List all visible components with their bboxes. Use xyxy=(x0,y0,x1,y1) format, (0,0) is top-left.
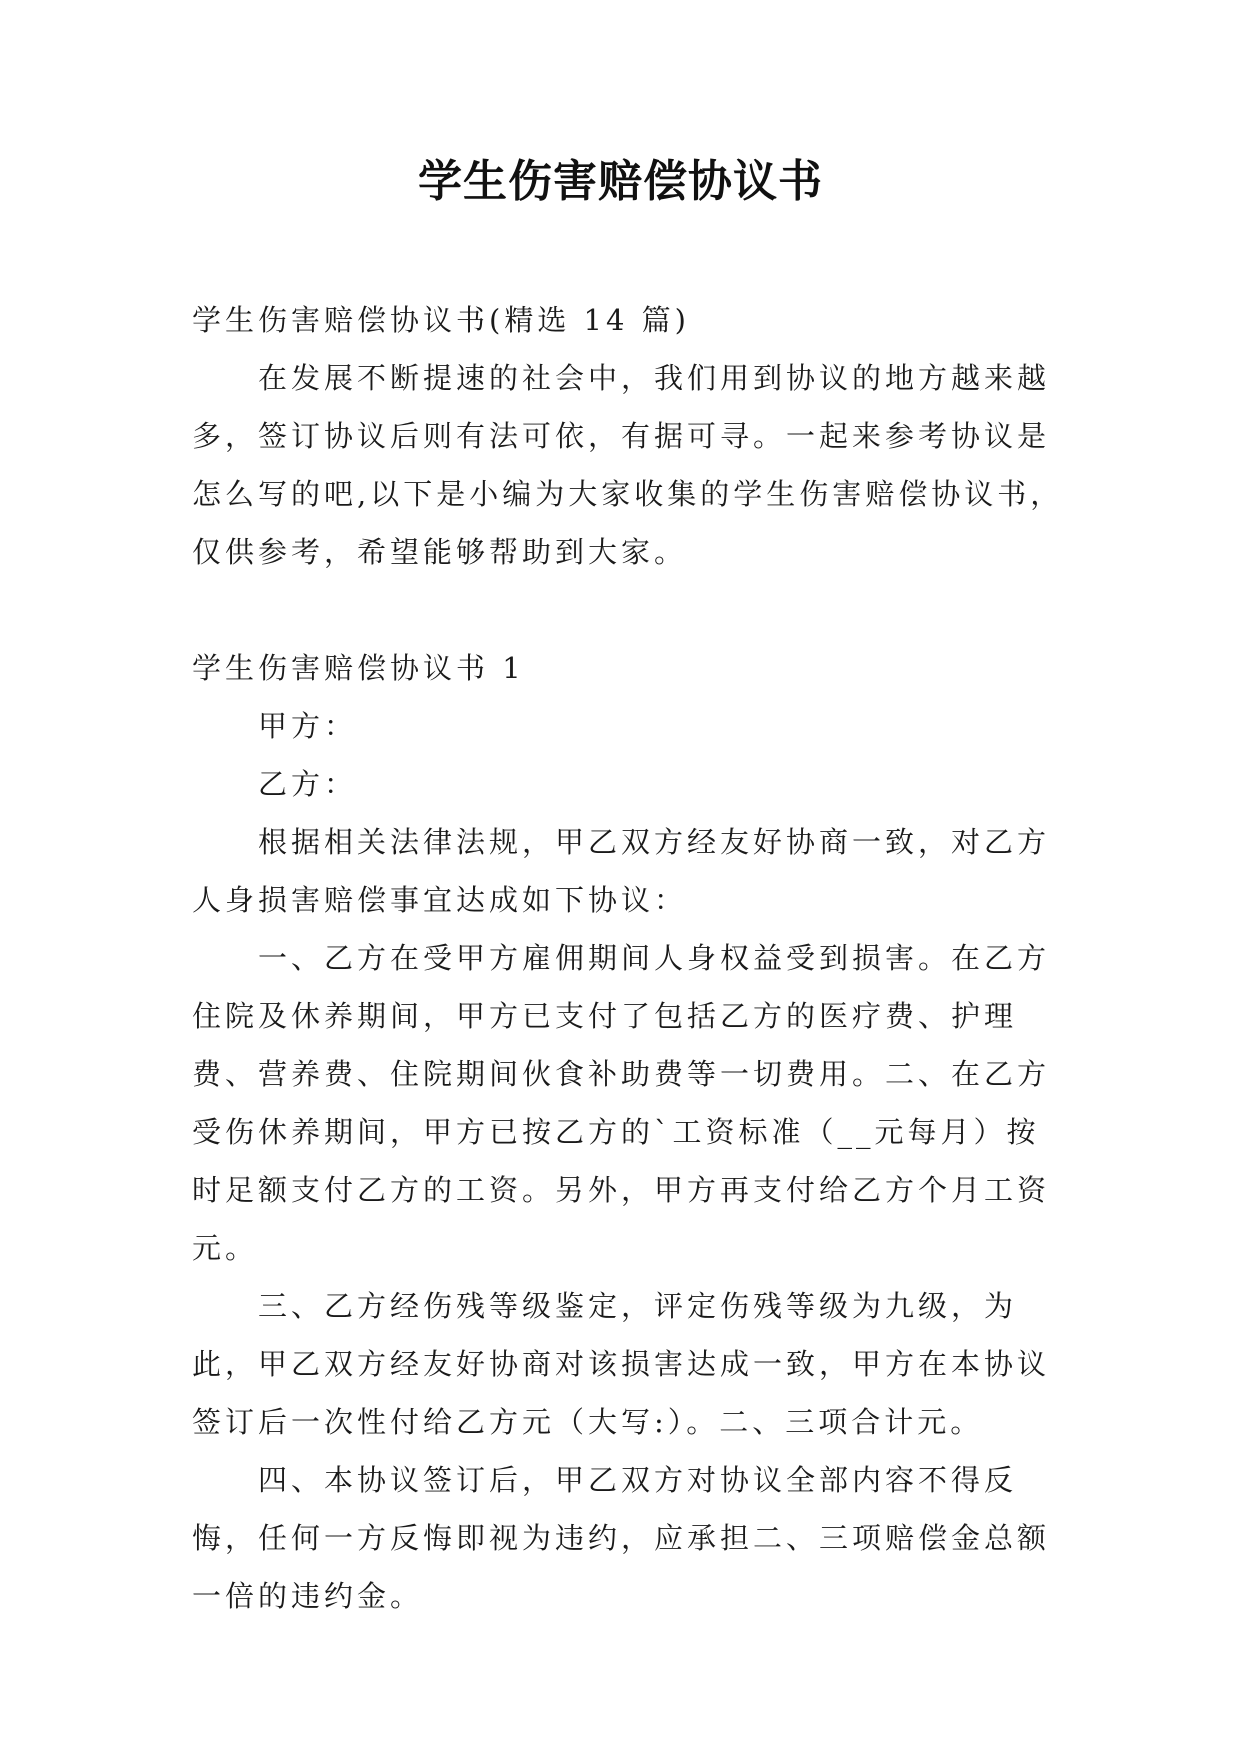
document-body xyxy=(192,291,1072,1625)
document-subtitle: 学生伤害赔偿协议书(精选 14 篇) xyxy=(192,303,690,337)
party-a-line: 甲方： xyxy=(258,709,358,743)
paragraph-3: 三、乙方经伤残等级鉴定，评定伤残等级为九级，为此，甲乙双方经友好协商对该损害达成一致，甲方在本协议签订后一次性付给乙方元（大写:）。二、三项合计元。 xyxy=(192,1289,1051,1439)
spacer xyxy=(192,581,1072,639)
intro-paragraph: 在发展不断提速的社会中，我们用到协议的地方越来越多，签订协议后则有法可依，有据可寻。一起来参考协议是怎么写的吧,以下是小编为大家收集的学生伤害赔偿协议书，仅供参考，希望能够帮助到大家。 xyxy=(192,361,1064,569)
party-b-line: 乙方： xyxy=(258,767,358,801)
paragraph-4: 四、本协议签订后，甲乙双方对协议全部内容不得反悔，任何一方反悔即视为违约，应承担二、三项赔偿金总额一倍的违约金。 xyxy=(192,1463,1051,1613)
section-heading: 学生伤害赔偿协议书 1 xyxy=(192,651,525,685)
paragraph-2: 一、乙方在受甲方雇佣期间人身权益受到损害。在乙方住院及休养期间，甲方已支付了包括乙方的医疗费、护理费、营养费、住院期间伙食补助费等一切费用。二、在乙方受伤休养期间，甲方已按乙方的`工资标准（__元每月）按时足额支付乙方的工资。另外，甲方再支付给乙方个月工资元。 xyxy=(192,941,1051,1265)
paragraph-1: 根据相关法律法规，甲乙双方经友好协商一致，对乙方人身损害赔偿事宜达成如下协议： xyxy=(192,825,1051,917)
document-title: 学生伤害赔偿协议书 xyxy=(418,156,823,207)
